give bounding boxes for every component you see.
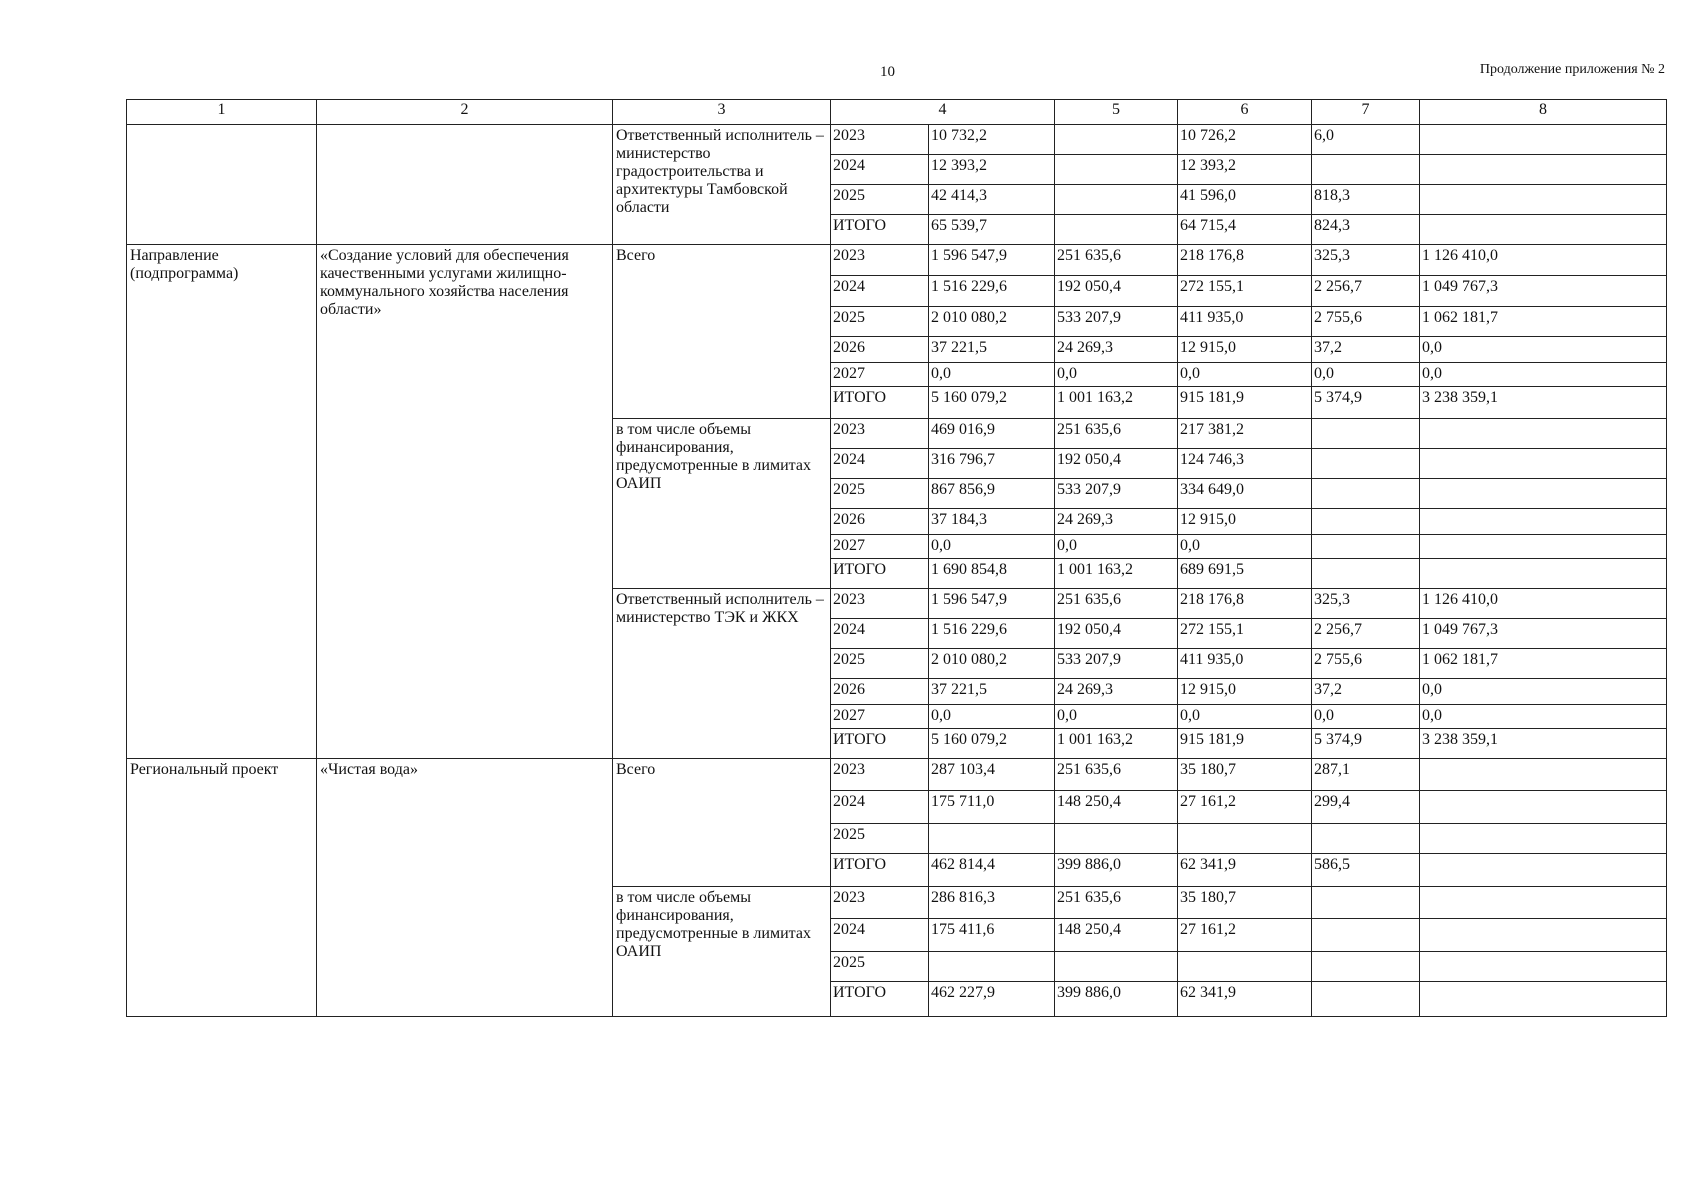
- value-cell-c6: 64 715,4: [1178, 215, 1312, 245]
- value-cell-c5: [1055, 215, 1178, 245]
- year-cell: ИТОГО: [831, 729, 929, 759]
- value-cell-c4: 37 184,3: [929, 509, 1055, 535]
- value-cell-c8: 1 062 181,7: [1420, 307, 1667, 337]
- column-header: 5: [1055, 100, 1178, 125]
- value-cell-c8: 3 238 359,1: [1420, 387, 1667, 419]
- value-cell-c8: 0,0: [1420, 679, 1667, 705]
- column-header: 6: [1178, 100, 1312, 125]
- value-cell-c8: [1420, 982, 1667, 1017]
- year-cell: 2027: [831, 705, 929, 729]
- value-cell-c7: 6,0: [1312, 125, 1420, 155]
- value-cell-c5: 24 269,3: [1055, 509, 1178, 535]
- value-cell-c5: [1055, 952, 1178, 982]
- value-cell-c5: [1055, 185, 1178, 215]
- year-cell: 2023: [831, 759, 929, 791]
- value-cell-c4: 0,0: [929, 705, 1055, 729]
- value-cell-c7: [1312, 887, 1420, 919]
- value-cell-c7: [1312, 419, 1420, 449]
- value-cell-c4: 65 539,7: [929, 215, 1055, 245]
- value-cell-c4: 10 732,2: [929, 125, 1055, 155]
- value-cell-c4: 5 160 079,2: [929, 729, 1055, 759]
- value-cell-c7: [1312, 919, 1420, 952]
- budget-table: [126, 99, 1667, 1017]
- value-cell-c4: 0,0: [929, 363, 1055, 387]
- value-cell-c5: [1055, 824, 1178, 854]
- value-cell-c4: 316 796,7: [929, 449, 1055, 479]
- section-label-cell: Направление (подпрограмма): [127, 245, 317, 759]
- value-cell-c5: 1 001 163,2: [1055, 729, 1178, 759]
- year-cell: 2026: [831, 509, 929, 535]
- value-cell-c6: 915 181,9: [1178, 729, 1312, 759]
- value-cell-c6: 689 691,5: [1178, 559, 1312, 589]
- value-cell-c5: 251 635,6: [1055, 245, 1178, 276]
- value-cell-c5: 24 269,3: [1055, 337, 1178, 363]
- year-cell: 2023: [831, 589, 929, 619]
- year-cell: 2024: [831, 791, 929, 824]
- value-cell-c6: 0,0: [1178, 363, 1312, 387]
- value-cell-c7: [1312, 559, 1420, 589]
- value-cell-c8: 3 238 359,1: [1420, 729, 1667, 759]
- column-header: 1: [127, 100, 317, 125]
- section-label-cell: [127, 125, 317, 245]
- value-cell-c6: 62 341,9: [1178, 854, 1312, 887]
- value-cell-c4: 0,0: [929, 535, 1055, 559]
- value-cell-c8: 1 062 181,7: [1420, 649, 1667, 679]
- value-cell-c7: [1312, 824, 1420, 854]
- value-cell-c6: 217 381,2: [1178, 419, 1312, 449]
- value-cell-c5: 0,0: [1055, 705, 1178, 729]
- value-cell-c7: [1312, 509, 1420, 535]
- value-cell-c5: 24 269,3: [1055, 679, 1178, 705]
- year-cell: 2024: [831, 155, 929, 185]
- value-cell-c8: [1420, 535, 1667, 559]
- value-cell-c8: 1 049 767,3: [1420, 619, 1667, 649]
- value-cell-c7: 37,2: [1312, 337, 1420, 363]
- section-label-cell: Региональный проект: [127, 759, 317, 1017]
- value-cell-c8: [1420, 952, 1667, 982]
- value-cell-c6: 272 155,1: [1178, 276, 1312, 307]
- section-name-cell: «Чистая вода»: [317, 759, 613, 1017]
- year-cell: ИТОГО: [831, 982, 929, 1017]
- value-cell-c4: 1 516 229,6: [929, 619, 1055, 649]
- value-cell-c7: 37,2: [1312, 679, 1420, 705]
- value-cell-c7: 0,0: [1312, 363, 1420, 387]
- value-cell-c7: 299,4: [1312, 791, 1420, 824]
- value-cell-c4: [929, 824, 1055, 854]
- value-cell-c7: 5 374,9: [1312, 387, 1420, 419]
- value-cell-c4: 462 227,9: [929, 982, 1055, 1017]
- value-cell-c8: [1420, 559, 1667, 589]
- value-cell-c4: 1 516 229,6: [929, 276, 1055, 307]
- value-cell-c6: 10 726,2: [1178, 125, 1312, 155]
- value-cell-c6: 62 341,9: [1178, 982, 1312, 1017]
- value-cell-c5: 533 207,9: [1055, 307, 1178, 337]
- value-cell-c6: 411 935,0: [1178, 307, 1312, 337]
- value-cell-c8: 0,0: [1420, 705, 1667, 729]
- column-header: 2: [317, 100, 613, 125]
- value-cell-c6: 218 176,8: [1178, 245, 1312, 276]
- value-cell-c7: [1312, 479, 1420, 509]
- value-cell-c8: 1 049 767,3: [1420, 276, 1667, 307]
- value-cell-c7: 2 755,6: [1312, 307, 1420, 337]
- value-cell-c8: 1 126 410,0: [1420, 589, 1667, 619]
- value-cell-c6: 27 161,2: [1178, 791, 1312, 824]
- year-cell: 2024: [831, 276, 929, 307]
- table-row: [127, 125, 1667, 155]
- value-cell-c6: 334 649,0: [1178, 479, 1312, 509]
- value-cell-c8: [1420, 824, 1667, 854]
- value-cell-c7: 818,3: [1312, 185, 1420, 215]
- continuation-label: Продолжение приложения № 2: [1479, 62, 1665, 77]
- year-cell: ИТОГО: [831, 215, 929, 245]
- value-cell-c8: [1420, 509, 1667, 535]
- value-cell-c5: 533 207,9: [1055, 649, 1178, 679]
- year-cell: ИТОГО: [831, 387, 929, 419]
- value-cell-c4: 1 596 547,9: [929, 245, 1055, 276]
- value-cell-c5: 251 635,6: [1055, 887, 1178, 919]
- year-cell: 2024: [831, 919, 929, 952]
- value-cell-c4: 37 221,5: [929, 337, 1055, 363]
- value-cell-c8: [1420, 155, 1667, 185]
- value-cell-c7: [1312, 982, 1420, 1017]
- value-cell-c8: [1420, 215, 1667, 245]
- value-cell-c4: 37 221,5: [929, 679, 1055, 705]
- value-cell-c8: [1420, 125, 1667, 155]
- value-cell-c6: 218 176,8: [1178, 589, 1312, 619]
- value-cell-c7: 0,0: [1312, 705, 1420, 729]
- value-cell-c8: 1 126 410,0: [1420, 245, 1667, 276]
- value-cell-c8: [1420, 919, 1667, 952]
- value-cell-c7: 325,3: [1312, 589, 1420, 619]
- column-header: 3: [613, 100, 831, 125]
- group-label-cell: Всего: [613, 245, 831, 419]
- value-cell-c5: 251 635,6: [1055, 419, 1178, 449]
- value-cell-c8: [1420, 419, 1667, 449]
- group-label-cell: в том числе объемы финансирования, предусмотренные в лимитах ОАИП: [613, 887, 831, 1017]
- value-cell-c6: 27 161,2: [1178, 919, 1312, 952]
- value-cell-c7: 5 374,9: [1312, 729, 1420, 759]
- year-cell: 2024: [831, 449, 929, 479]
- value-cell-c5: 148 250,4: [1055, 919, 1178, 952]
- value-cell-c7: 2 256,7: [1312, 619, 1420, 649]
- year-cell: 2025: [831, 185, 929, 215]
- value-cell-c7: 325,3: [1312, 245, 1420, 276]
- year-cell: 2027: [831, 363, 929, 387]
- value-cell-c4: 2 010 080,2: [929, 307, 1055, 337]
- value-cell-c8: [1420, 185, 1667, 215]
- group-label-cell: в том числе объемы финансирования, предусмотренные в лимитах ОАИП: [613, 419, 831, 589]
- value-cell-c5: 1 001 163,2: [1055, 387, 1178, 419]
- value-cell-c7: 586,5: [1312, 854, 1420, 887]
- value-cell-c5: 399 886,0: [1055, 982, 1178, 1017]
- value-cell-c4: 175 411,6: [929, 919, 1055, 952]
- value-cell-c4: 867 856,9: [929, 479, 1055, 509]
- value-cell-c4: 469 016,9: [929, 419, 1055, 449]
- year-cell: 2023: [831, 419, 929, 449]
- table-row: [127, 245, 1667, 276]
- year-cell: 2023: [831, 125, 929, 155]
- year-cell: 2026: [831, 679, 929, 705]
- value-cell-c8: 0,0: [1420, 363, 1667, 387]
- year-cell: 2025: [831, 479, 929, 509]
- year-cell: 2025: [831, 824, 929, 854]
- value-cell-c7: [1312, 155, 1420, 185]
- value-cell-c4: 1 690 854,8: [929, 559, 1055, 589]
- value-cell-c7: 2 256,7: [1312, 276, 1420, 307]
- value-cell-c4: 286 816,3: [929, 887, 1055, 919]
- column-header: 8: [1420, 100, 1667, 125]
- group-label-cell: Ответственный исполнитель – министерство градостроительства и архитектуры Тамбовской области: [613, 125, 831, 245]
- value-cell-c5: 251 635,6: [1055, 589, 1178, 619]
- section-name-cell: [317, 125, 613, 245]
- value-cell-c5: 1 001 163,2: [1055, 559, 1178, 589]
- value-cell-c5: 192 050,4: [1055, 276, 1178, 307]
- value-cell-c7: 824,3: [1312, 215, 1420, 245]
- value-cell-c6: 12 915,0: [1178, 337, 1312, 363]
- value-cell-c7: [1312, 952, 1420, 982]
- value-cell-c6: [1178, 824, 1312, 854]
- year-cell: 2025: [831, 307, 929, 337]
- value-cell-c7: [1312, 449, 1420, 479]
- value-cell-c5: 251 635,6: [1055, 759, 1178, 791]
- value-cell-c8: [1420, 887, 1667, 919]
- value-cell-c8: [1420, 759, 1667, 791]
- value-cell-c8: [1420, 479, 1667, 509]
- value-cell-c4: 5 160 079,2: [929, 387, 1055, 419]
- value-cell-c7: 2 755,6: [1312, 649, 1420, 679]
- column-header: 7: [1312, 100, 1420, 125]
- value-cell-c7: 287,1: [1312, 759, 1420, 791]
- page-number: 10: [880, 64, 895, 80]
- value-cell-c8: [1420, 854, 1667, 887]
- value-cell-c6: 0,0: [1178, 705, 1312, 729]
- value-cell-c5: 0,0: [1055, 363, 1178, 387]
- value-cell-c6: 411 935,0: [1178, 649, 1312, 679]
- year-cell: 2023: [831, 887, 929, 919]
- value-cell-c5: 533 207,9: [1055, 479, 1178, 509]
- year-cell: ИТОГО: [831, 559, 929, 589]
- value-cell-c5: 399 886,0: [1055, 854, 1178, 887]
- year-cell: 2026: [831, 337, 929, 363]
- year-cell: ИТОГО: [831, 854, 929, 887]
- value-cell-c4: 287 103,4: [929, 759, 1055, 791]
- value-cell-c8: 0,0: [1420, 337, 1667, 363]
- value-cell-c6: 35 180,7: [1178, 759, 1312, 791]
- value-cell-c8: [1420, 449, 1667, 479]
- value-cell-c6: [1178, 952, 1312, 982]
- column-header: 4: [831, 100, 1055, 125]
- year-cell: 2025: [831, 952, 929, 982]
- value-cell-c4: [929, 952, 1055, 982]
- table-row: [127, 759, 1667, 791]
- value-cell-c5: [1055, 155, 1178, 185]
- year-cell: 2025: [831, 649, 929, 679]
- value-cell-c4: 462 814,4: [929, 854, 1055, 887]
- value-cell-c5: [1055, 125, 1178, 155]
- value-cell-c6: 35 180,7: [1178, 887, 1312, 919]
- value-cell-c6: 12 393,2: [1178, 155, 1312, 185]
- value-cell-c5: 148 250,4: [1055, 791, 1178, 824]
- group-label-cell: Всего: [613, 759, 831, 887]
- value-cell-c6: 41 596,0: [1178, 185, 1312, 215]
- value-cell-c4: 42 414,3: [929, 185, 1055, 215]
- value-cell-c6: 0,0: [1178, 535, 1312, 559]
- group-label-cell: Ответственный исполнитель – министерство ТЭК и ЖКХ: [613, 589, 831, 759]
- year-cell: 2023: [831, 245, 929, 276]
- year-cell: 2024: [831, 619, 929, 649]
- value-cell-c4: 2 010 080,2: [929, 649, 1055, 679]
- column-number-row: [127, 100, 1667, 125]
- year-cell: 2027: [831, 535, 929, 559]
- value-cell-c6: 124 746,3: [1178, 449, 1312, 479]
- value-cell-c4: 12 393,2: [929, 155, 1055, 185]
- value-cell-c5: 192 050,4: [1055, 449, 1178, 479]
- value-cell-c7: [1312, 535, 1420, 559]
- value-cell-c6: 915 181,9: [1178, 387, 1312, 419]
- value-cell-c6: 272 155,1: [1178, 619, 1312, 649]
- value-cell-c4: 1 596 547,9: [929, 589, 1055, 619]
- value-cell-c8: [1420, 791, 1667, 824]
- value-cell-c5: 0,0: [1055, 535, 1178, 559]
- section-name-cell: «Создание условий для обеспечения качественными услугами жилищно-коммунального хозяйства населения области»: [317, 245, 613, 759]
- value-cell-c4: 175 711,0: [929, 791, 1055, 824]
- value-cell-c5: 192 050,4: [1055, 619, 1178, 649]
- value-cell-c6: 12 915,0: [1178, 509, 1312, 535]
- value-cell-c6: 12 915,0: [1178, 679, 1312, 705]
